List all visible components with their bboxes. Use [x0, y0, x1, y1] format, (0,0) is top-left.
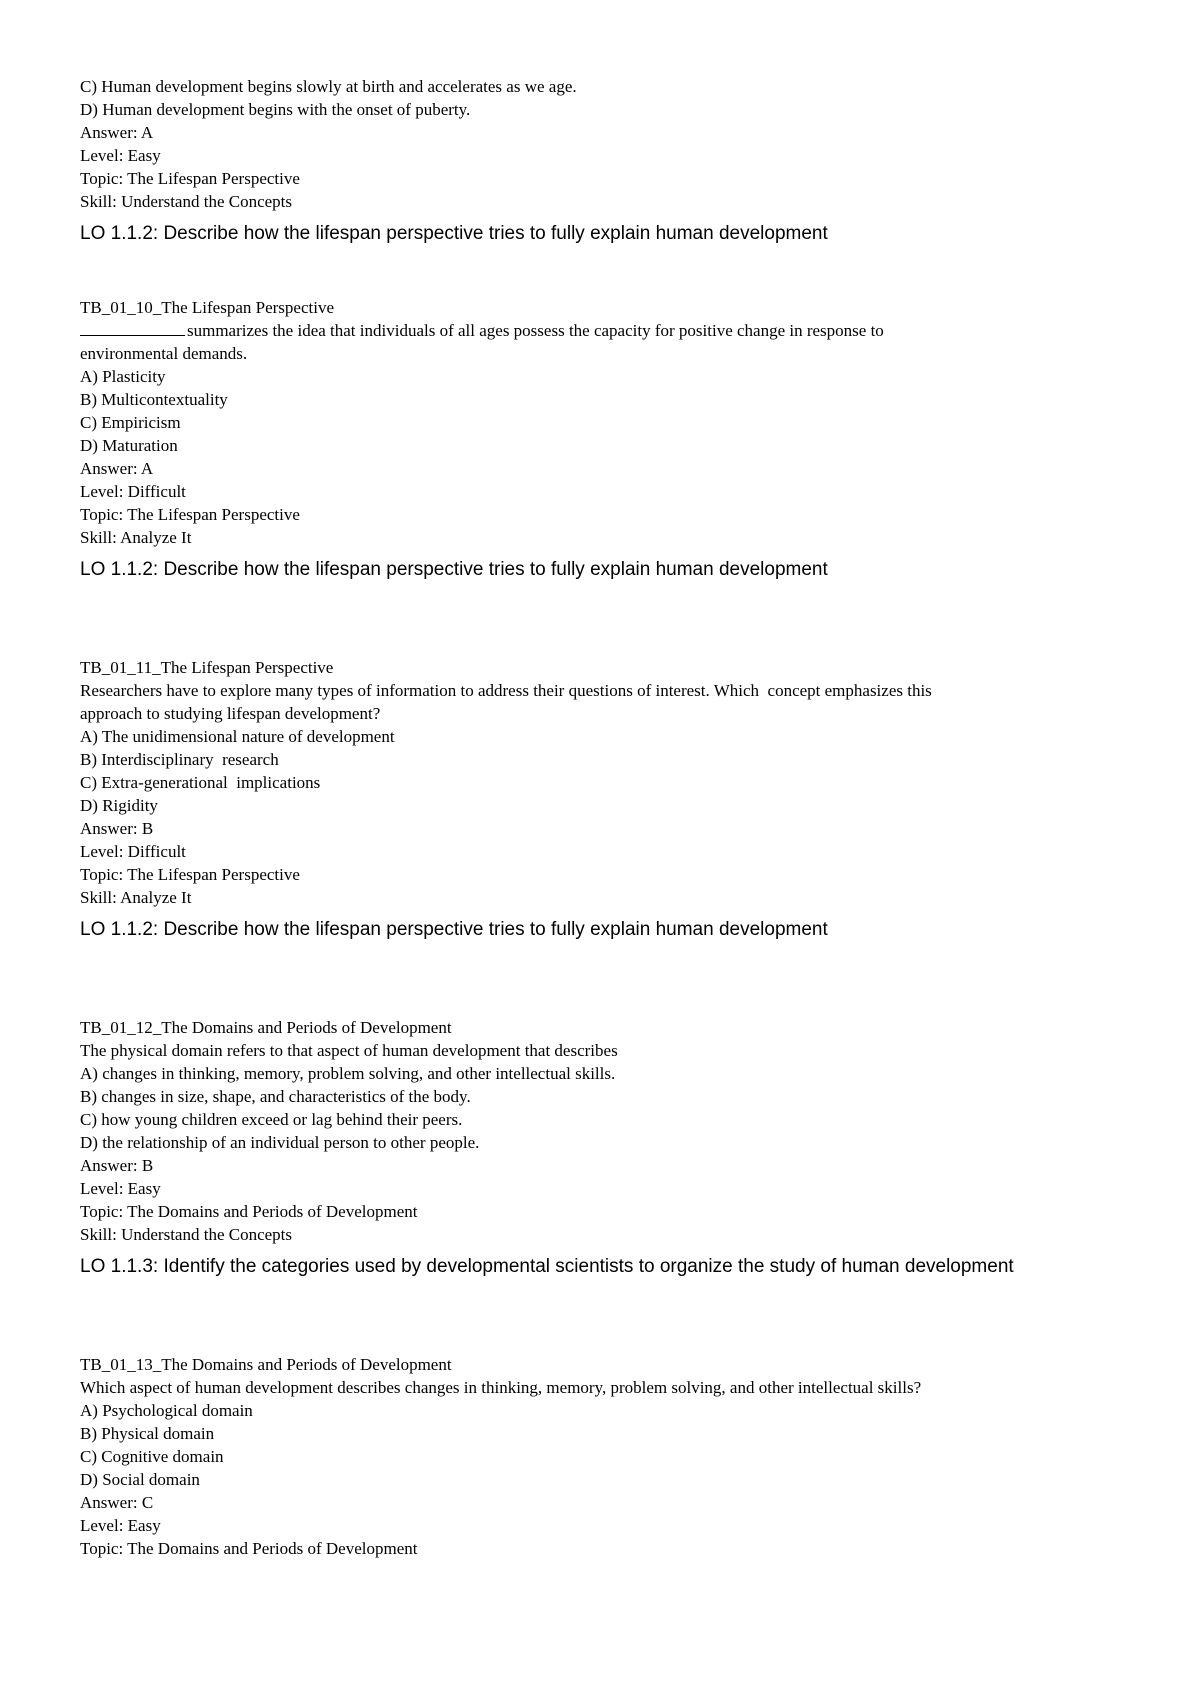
- option-c: C) Empiricism: [80, 413, 181, 432]
- learning-objective: LO 1.1.2: Describe how the lifespan perspective tries to fully explain human development: [80, 919, 828, 940]
- question-stem-text: summarizes the idea that individuals of all ages possess the capacity for positive change in response to: [187, 321, 884, 340]
- spacer: [80, 1279, 1120, 1353]
- option-d: D) the relationship of an individual person to other people.: [80, 1133, 480, 1152]
- option-a: A) Plasticity: [80, 367, 166, 386]
- topic-line: Topic: The Domains and Periods of Development: [80, 1202, 418, 1221]
- question-stem: The physical domain refers to that aspect of human development that describes: [80, 1041, 618, 1060]
- skill-line: Skill: Understand the Concepts: [80, 1225, 293, 1244]
- topic-line: Topic: The Domains and Periods of Development: [80, 1539, 418, 1558]
- question-stem: Which aspect of human development describes changes in thinking, memory, problem solving, and other intellectual skills?: [80, 1378, 922, 1397]
- option-c: C) Human development begins slowly at birth and accelerates as we age.: [80, 77, 577, 96]
- question-id: TB_01_13_The Domains and Periods of Development: [80, 1355, 452, 1374]
- question-item: [80, 1353, 1120, 1560]
- question-stem-continued: approach to studying lifespan development?: [80, 704, 381, 723]
- question-stem: [80, 319, 1120, 342]
- skill-line: Skill: Analyze It: [80, 888, 192, 907]
- option-a: A) Psychological domain: [80, 1401, 253, 1420]
- question-id: TB_01_10_The Lifespan Perspective: [80, 298, 334, 317]
- question-item: [80, 1016, 1120, 1279]
- question-id: TB_01_11_The Lifespan Perspective: [80, 658, 334, 677]
- page-content: [80, 75, 1120, 1560]
- option-d: D) Human development begins with the onset of puberty.: [80, 100, 471, 119]
- option-b: B) Physical domain: [80, 1424, 215, 1443]
- question-item: [80, 656, 1120, 942]
- level-line: Level: Easy: [80, 1516, 161, 1535]
- learning-objective: LO 1.1.3: Identify the categories used by developmental scientists to organize the study of human development: [80, 1256, 1014, 1277]
- spacer: [80, 942, 1120, 1016]
- answer-line: Answer: B: [80, 819, 154, 838]
- level-line: Level: Easy: [80, 1179, 161, 1198]
- topic-line: Topic: The Lifespan Perspective: [80, 505, 300, 524]
- question-stem-continued: environmental demands.: [80, 344, 248, 363]
- skill-line: Skill: Understand the Concepts: [80, 192, 293, 211]
- option-c: C) Extra-generational implications: [80, 773, 321, 792]
- option-c: C) how young children exceed or lag behind their peers.: [80, 1110, 463, 1129]
- option-b: B) changes in size, shape, and characteristics of the body.: [80, 1087, 471, 1106]
- learning-objective: LO 1.1.2: Describe how the lifespan perspective tries to fully explain human development: [80, 559, 828, 580]
- level-line: Level: Difficult: [80, 842, 186, 861]
- skill-line: Skill: Analyze It: [80, 528, 192, 547]
- topic-line: Topic: The Lifespan Perspective: [80, 865, 300, 884]
- fill-in-blank: [80, 321, 185, 336]
- spacer: [80, 246, 1120, 296]
- question-continuation: [80, 75, 1120, 246]
- option-d: D) Rigidity: [80, 796, 158, 815]
- option-b: B) Interdisciplinary research: [80, 750, 279, 769]
- option-b: B) Multicontextuality: [80, 390, 228, 409]
- option-a: A) changes in thinking, memory, problem solving, and other intellectual skills.: [80, 1064, 616, 1083]
- question-item: [80, 296, 1120, 582]
- spacer: [80, 582, 1120, 656]
- level-line: Level: Difficult: [80, 482, 186, 501]
- answer-line: Answer: C: [80, 1493, 154, 1512]
- option-a: A) The unidimensional nature of development: [80, 727, 395, 746]
- level-line: Level: Easy: [80, 146, 161, 165]
- option-d: D) Maturation: [80, 436, 178, 455]
- option-c: C) Cognitive domain: [80, 1447, 224, 1466]
- topic-line: Topic: The Lifespan Perspective: [80, 169, 300, 188]
- answer-line: Answer: B: [80, 1156, 154, 1175]
- answer-line: Answer: A: [80, 459, 154, 478]
- question-id: TB_01_12_The Domains and Periods of Development: [80, 1018, 452, 1037]
- option-d: D) Social domain: [80, 1470, 200, 1489]
- learning-objective: LO 1.1.2: Describe how the lifespan perspective tries to fully explain human development: [80, 223, 828, 244]
- answer-line: Answer: A: [80, 123, 154, 142]
- question-stem: Researchers have to explore many types of information to address their questions of interest. Which concept emphasizes this: [80, 681, 932, 700]
